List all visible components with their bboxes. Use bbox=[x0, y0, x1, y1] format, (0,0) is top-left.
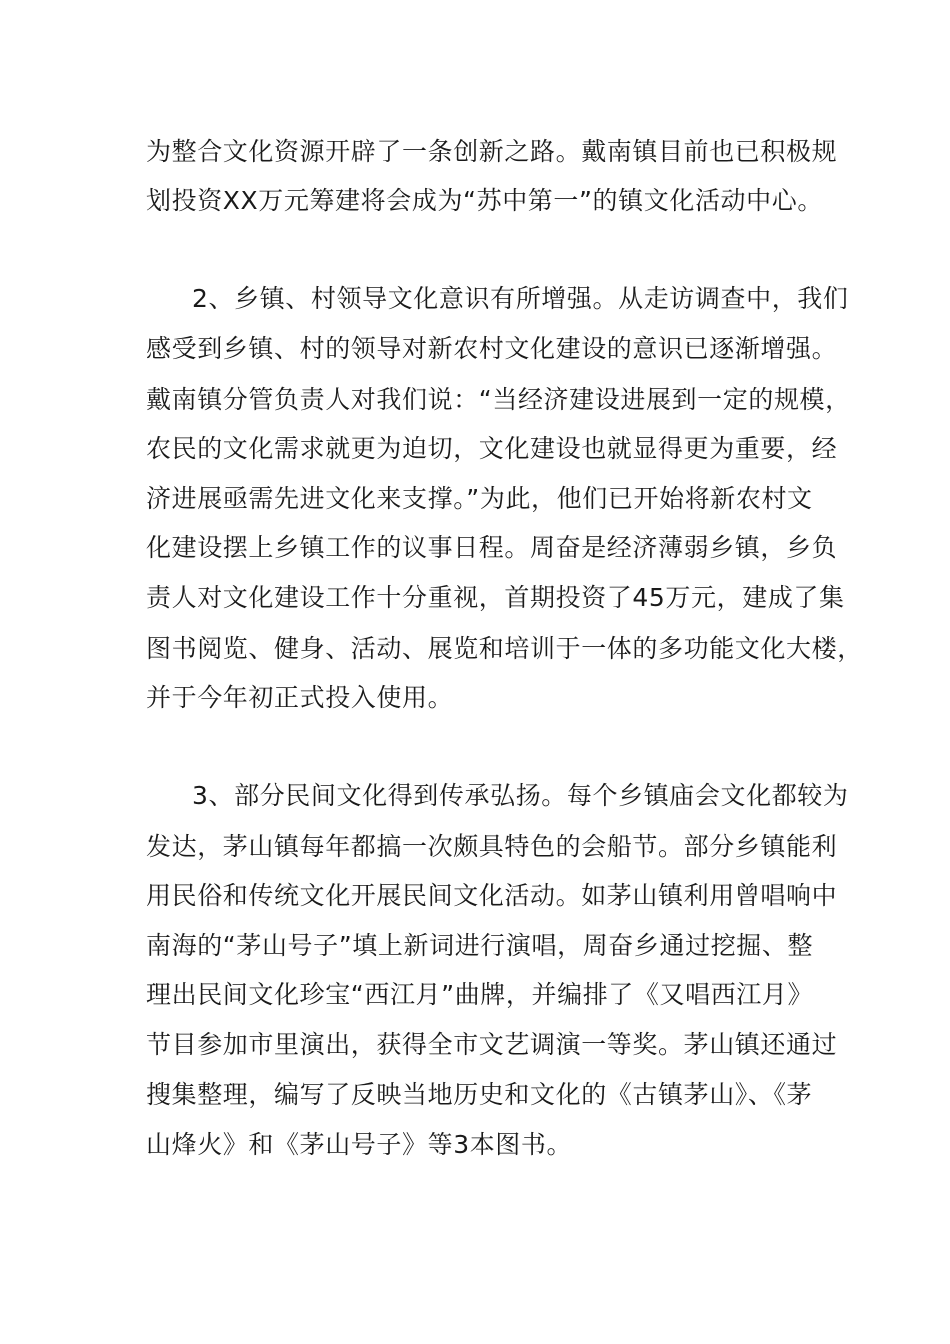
text-line: 图书阅览、健身、活动、展览和培训于一体的多功能文化大楼， bbox=[146, 634, 863, 663]
text-line: 并于今年初正式投入使用。 bbox=[146, 683, 454, 712]
text-line: 济进展亟需先进文化来支撑。”为此，他们已开始将新农村文 bbox=[146, 484, 813, 513]
text-line: 感受到乡镇、村的领导对新农村文化建设的意识已逐渐增强。 bbox=[146, 334, 838, 363]
text-line: 为整合文化资源开辟了一条创新之路。戴南镇目前也已积极规 bbox=[146, 137, 838, 166]
text-line: 化建设摆上乡镇工作的议事日程。周奋是经济薄弱乡镇，乡负 bbox=[146, 533, 838, 562]
text-line: 农民的文化需求就更为迫切，文化建设也就显得更为重要，经 bbox=[146, 434, 838, 463]
text-line: 南海的“茅山号子”填上新词进行演唱，周奋乡通过挖掘、整 bbox=[146, 931, 814, 960]
text-line: 用民俗和传统文化开展民间文化活动。如茅山镇利用曾唱响中 bbox=[146, 881, 838, 910]
text-line: 搜集整理，编写了反映当地历史和文化的《古镇茅山》、《茅 bbox=[146, 1080, 813, 1109]
text-line: 理出民间文化珍宝“西江月”曲牌，并编排了《又唱西江月》 bbox=[146, 980, 814, 1009]
text-line: 山烽火》和《茅山号子》等3本图书。 bbox=[146, 1130, 573, 1159]
text-line: 戴南镇分管负责人对我们说：“当经济建设进展到一定的规模， bbox=[146, 385, 851, 414]
text-line: 责人对文化建设工作十分重视，首期投资了45万元，建成了集 bbox=[146, 583, 845, 612]
text-line: 划投资XX万元筹建将会成为“苏中第一”的镇文化活动中心。 bbox=[146, 186, 823, 215]
text-line: 2、乡镇、村领导文化意识有所增强。从走访调查中，我们 bbox=[192, 284, 849, 313]
text-line: 发达，茅山镇每年都搞一次颇具特色的会船节。部分乡镇能利 bbox=[146, 832, 838, 861]
text-line: 节目参加市里演出，获得全市文艺调演一等奖。茅山镇还通过 bbox=[146, 1030, 838, 1059]
text-line: 3、部分民间文化得到传承弘扬。每个乡镇庙会文化都较为 bbox=[192, 781, 849, 810]
